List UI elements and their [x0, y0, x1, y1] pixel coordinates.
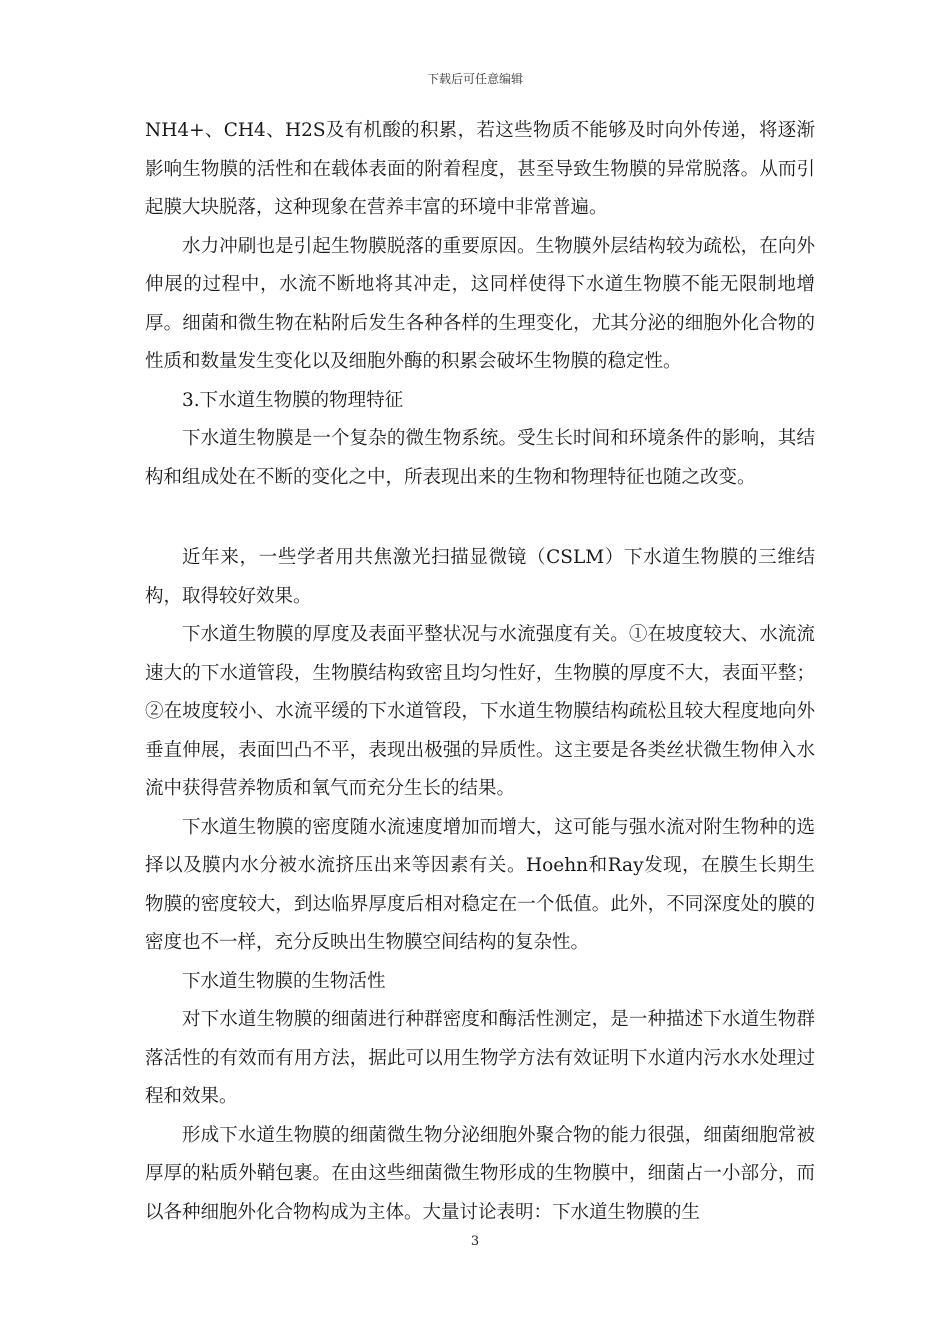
section-heading-physical-characteristics: 3.下水道生物膜的物理特征	[182, 389, 404, 411]
page-header: 下载后可任意编辑	[426, 72, 523, 86]
paragraph-continuation: NH4+、CH4、H2S及有机酸的积累，若这些物质不能够及时向外传递，将逐渐影响生物膜的活性和在载体表面的附着程度，甚至导致生物膜的异常脱落。从而引起膜大块脱落，这种现象在营养丰富的环境中非常普遍。	[145, 120, 815, 218]
paragraph-enzyme-activity: 对下水道生物膜的细菌进行种群密度和酶活性测定，是一种描述下水道生物群落活性的有效而有用方法，据此可以用生物学方法有效证明下水道内污水水处理过程和效果。	[145, 1009, 815, 1107]
paragraph-extracellular-polymers: 形成下水道生物膜的细菌微生物分泌细胞外聚合物的能力很强，细菌细胞常被厚厚的粘质外鞘包裹。在由这些细菌微生物形成的生物膜中，细菌占一小部分，而以各种细胞外化合物构成为主体。大量讨论表明：下水道生物膜的生	[145, 1124, 815, 1223]
paragraph-complex-system: 下水道生物膜是一个复杂的微生物系统。受生长时间和环境条件的影响，其结构和组成处在不断的变化之中，所表现出来的生物和物理特征也随之改变。	[145, 428, 815, 488]
page-number: 3	[470, 1234, 480, 1249]
paragraph-cslm: 近年来，一些学者用共焦激光扫描显微镜（CSLM）下水道生物膜的三维结构，取得较好效果。	[145, 547, 815, 607]
paragraph-hydraulic-scouring: 水力冲刷也是引起生物膜脱落的重要原因。生物膜外层结构较为疏松，在向外伸展的过程中，水流不断地将其冲走，这同样使得下水道生物膜不能无限制地增厚。细菌和微生物在粘附后发生各种各样的生理变化，尤其分泌的细胞外化合物的性质和数量发生变化以及细胞外酶的积累会破坏生物膜的稳定性。	[145, 235, 815, 372]
document-body	[145, 112, 815, 1232]
section-heading-biological-activity: 下水道生物膜的生物活性	[182, 970, 386, 992]
paragraph-thickness: 下水道生物膜的厚度及表面平整状况与水流强度有关。①在坡度较大、水流流速大的下水道管段，生物膜结构致密且均匀性好，生物膜的厚度不大，表面平整；②在坡度较小、水流平缓的下水道管段，下水道生物膜结构疏松且较大程度地向外垂直伸展，表面凹凸不平，表现出极强的异质性。这主要是各类丝状微生物伸入水流中获得营养物质和氧气而充分生长的结果。	[145, 624, 815, 799]
blank-spacer	[145, 497, 815, 539]
paragraph-density: 下水道生物膜的密度随水流速度增加而增大，这可能与强水流对附生物种的选择以及膜内水分被水流挤压出来等因素有关。Hoehn和Ray发现，在膜生长期生物膜的密度较大，到达临界厚度后相对稳定在一个低值。此外，不同深度处的膜的密度也不一样，充分反映出生物膜空间结构的复杂性。	[145, 816, 815, 953]
